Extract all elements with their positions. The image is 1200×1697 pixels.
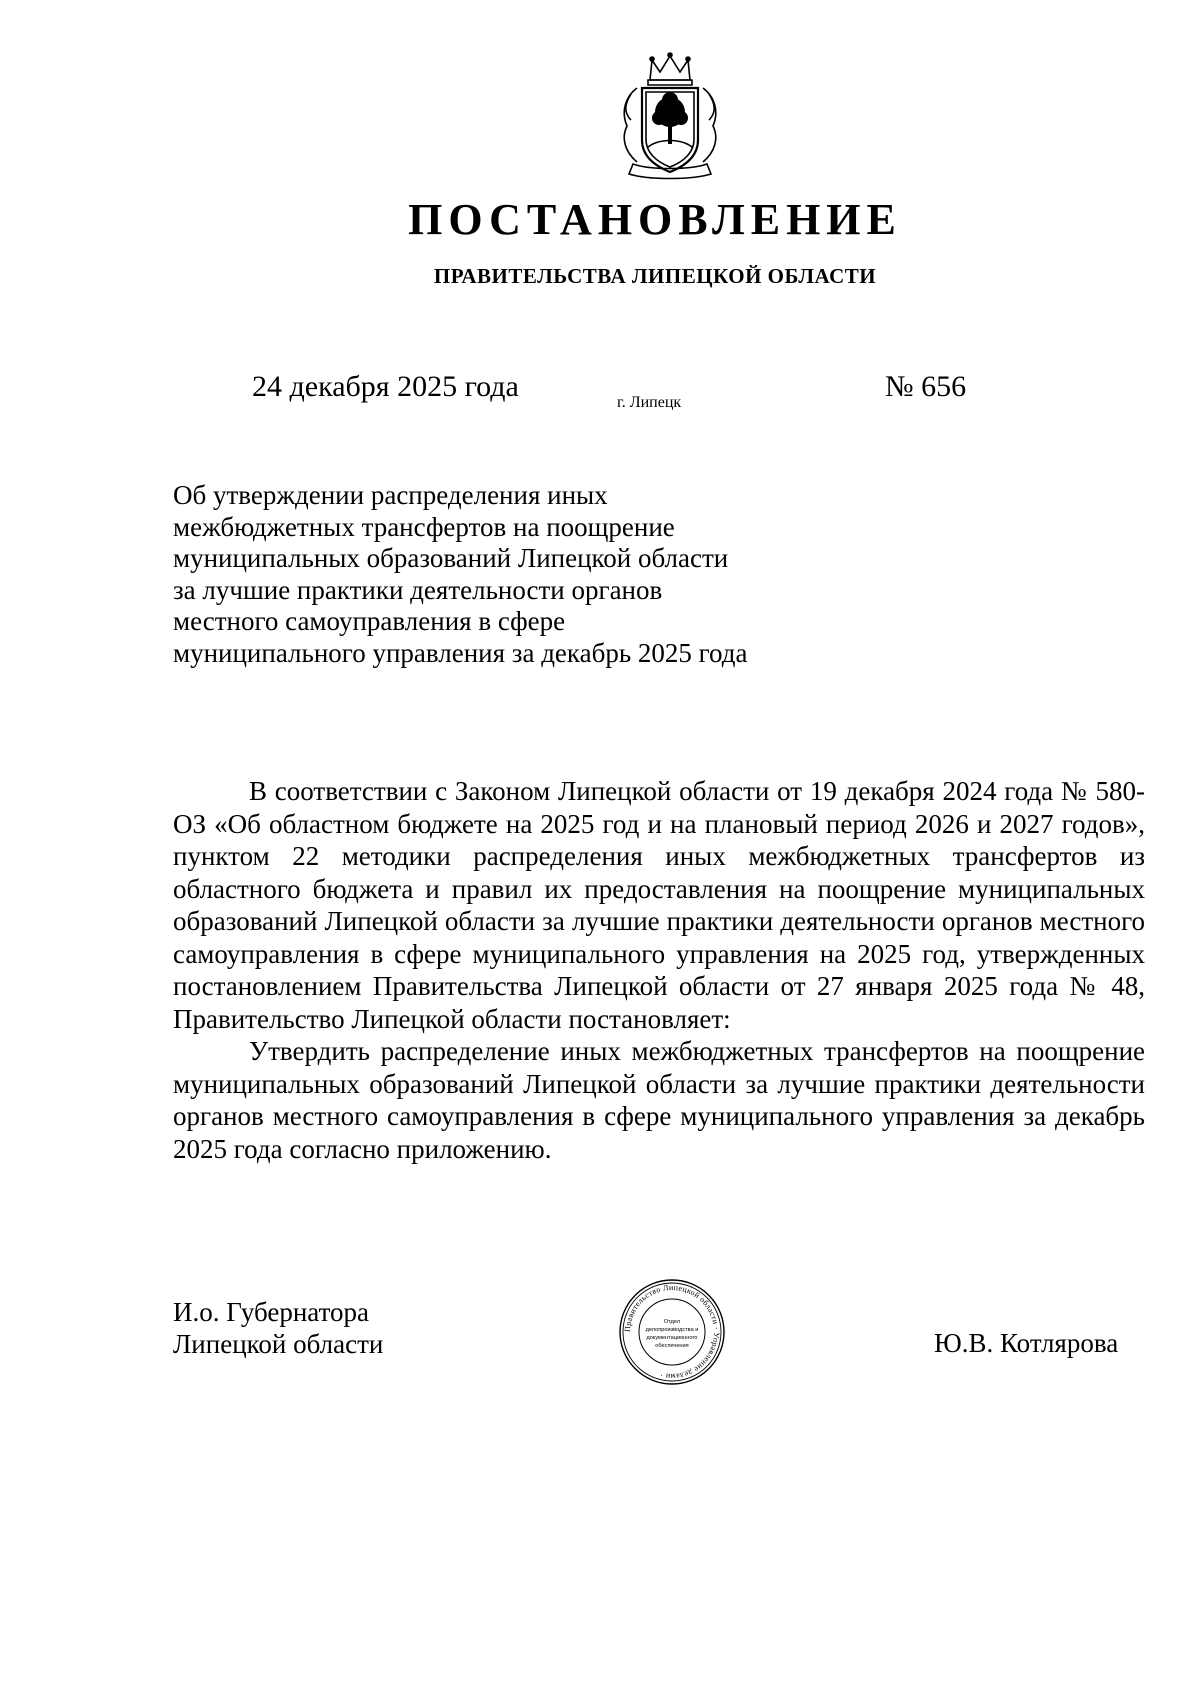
document-subject: [173, 480, 873, 669]
subject-line: местного самоуправления в сфере: [173, 606, 566, 636]
svg-text:Правительство Липецкой области: Правительство Липецкой области · Управление делами ·: [622, 1282, 722, 1382]
coat-of-arms-icon: [615, 52, 725, 180]
subject-line: муниципальных образований Липецкой области: [173, 543, 729, 573]
document-body: [173, 775, 1145, 1165]
signer-position-line: Липецкой области: [173, 1329, 384, 1359]
document-date: 24 декабря 2025 года: [252, 370, 519, 403]
document-city: г. Липецк: [617, 394, 682, 411]
body-paragraph: Утвердить распределение иных межбюджетных трансфертов на поощрение муниципальных образований Липецкой области за лучшие практики деятельности органов местного самоуправления в сфере муниципального управления за декабрь 2025 года согласно приложению.: [173, 1036, 1145, 1164]
subject-line: муниципального управления за декабрь 2025 года: [173, 637, 748, 668]
signer-position-line: И.о. Губернатора: [173, 1297, 370, 1327]
signer-position: [173, 1296, 383, 1360]
document-number: № 656: [885, 370, 967, 403]
document-title: ПОСТАНОВЛЕНИЕ: [408, 195, 902, 244]
subject-line: Об утверждении распределения иных: [173, 480, 608, 510]
official-seal-stamp: [618, 1278, 726, 1386]
issuing-authority: ПРАВИТЕЛЬСТВА ЛИПЕЦКОЙ ОБЛАСТИ: [433, 264, 877, 288]
signer-name: Ю.В. Котлярова: [934, 1328, 1119, 1358]
svg-text:документационного: документационного: [646, 1335, 698, 1341]
svg-text:Отдел: Отдел: [663, 1319, 681, 1325]
svg-text:делопроизводства и: делопроизводства и: [645, 1327, 699, 1333]
body-paragraph: В соответствии с Законом Липецкой области от 19 декабря 2024 года № 580-ОЗ «Об областном бюджете на 2025 год и на плановый период 2026 и 2027 годов», пунктом 22 методики распределения иных межбюджетных трансфертов из областного бюджета и правил их предоставления на поощрение муниципальных образований Липецкой области за лучшие практики деятельности органов местного самоуправления в сфере муниципального управления на 2025 год, утвержденных постановлением Правительства Липецкой области от 27 января 2025 года № 48, Правительство Липецкой области постановляет:: [173, 776, 1145, 1034]
svg-text:обеспечения: обеспечения: [655, 1343, 689, 1349]
subject-line: за лучшие практики деятельности органов: [173, 574, 663, 605]
subject-line: межбюджетных трансфертов на поощрение: [173, 511, 675, 542]
